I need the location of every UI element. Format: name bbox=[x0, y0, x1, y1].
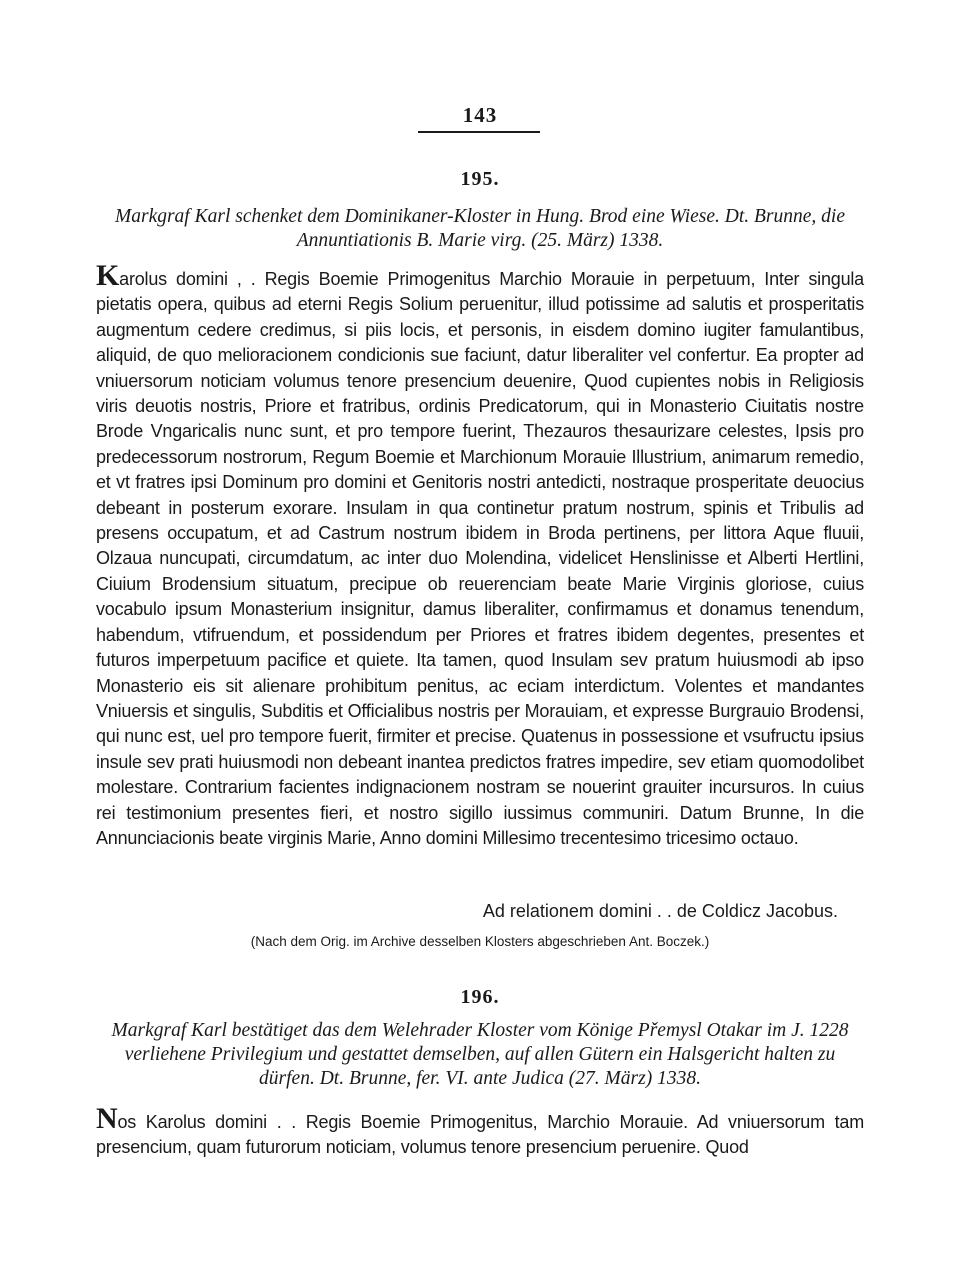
document-signature-195: Ad relationem domini . . de Coldicz Jacobus. bbox=[482, 901, 838, 921]
document-text-196 bbox=[96, 1102, 864, 1161]
page-number: 143 bbox=[462, 103, 498, 127]
document-number-195: 195. bbox=[460, 168, 500, 190]
document-text-195 bbox=[96, 259, 864, 851]
document-body-196: os Karolus domini . . Regis Boemie Primogenitus, Marchio Morauie. Ad vniuersorum tam presencium, quam futurorum noticiam, volumus tenore presencium peruenire. Quod bbox=[96, 1112, 864, 1158]
document-regest-196: Markgraf Karl bestätiget das dem Welehrader Kloster vom Könige Přemysl Otakar im J. 1228 verliehene Privilegium und gestattet demselben, auf allen Gütern ein Halsgericht halten zu dürfen. Dt. Brunne, fer. VI. ante Judica (27. März) 1338. bbox=[111, 1020, 849, 1089]
header-rule bbox=[418, 131, 540, 133]
document-number-196: 196. bbox=[460, 986, 500, 1008]
document-source-note-195: (Nach dem Orig. im Archive desselben Klosters abgeschrieben Ant. Boczek.) bbox=[250, 934, 710, 949]
initial-letter: K bbox=[96, 259, 120, 292]
document-regest-195: Markgraf Karl schenket dem Dominikaner-Kloster in Hung. Brod eine Wiese. Dt. Brunne, die Annuntiationis B. Marie virg. (25. März) 1338. bbox=[114, 206, 845, 251]
initial-letter: N bbox=[96, 1102, 118, 1135]
document-body-195: arolus domini , . Regis Boemie Primogenitus Marchio Morauie in perpetuum, Inter singula pietatis opera, quibus ad eterni Regis Solium peruenitur, illud potissime ad salutis et prosperitatis augmentum cedere credimus, si piis locis, et personis, in eisdem domino iugiter famulantibus, aliquid, de quo melioracionem condicionis sue faciunt, datur liberaliter vel confertur. Ea propter ad vniuersorum noticiam volumus tenore presencium deuenire, Quod cupientes nobis in Religiosis viris deuotis nostris, Priore et fratribus, ordinis Predicatorum, qui in Monasterio Ciuitatis nostre Brode Vngaricalis nunc sunt, et pro tempore fuerint, Thezauros thesaurizare celestes, Ipsis pro predecessorum nostrorum, Regum Boemie et Marchionum Morauie Illustrium, animarum remedio, et vt fratres ipsi Dominum pro domini et Genitoris nostri antedicti, nostraque prosperitate deuocius debeant in posterum exorare. Insulam in qua continetur pratum nostrum, spinis et Tribulis ad presens occupatum, et ad Castrum nostrum ibidem in Broda pertinens, per littora Aque fluuii, Olzaua nuncupati, circumdatum, ac inter duo Molendina, videlicet Henslinisse et Alberti Hertlini, Ciuium Brodensium situatum, precipue ob reuerenciam beate Marie Virginis gloriose, cuius vocabulo ipsum Monasterium insignitur, damus liberaliter, confirmamus et donamus tenendum, habendum, vtifruendum, et possidendum per Priores et fratres ibidem degentes, presentes et futuros imperpetuum pacifice et quiete. Ita tamen, quod Insulam sev pratum huiusmodi ab ipso Monasterio eis sit alienare prohibitum penitus, ac eciam interdictum. Volentes et mandantes Vniuersis et singulis, Subditis et Officialibus nostris per Morauiam, et expresse Burgrauio Brodensi, qui nunc est, uel pro tempore fuerit, firmiter et precise. Quatenus in possessione et vsufructu ipsius insule sev prati huiusmodi non debeant inantea predictos fratres impedire, sev etiam quomodolibet molestare. Contrarium facientes indignacionem nostram se nouerint grauiter incursuros. In cuius rei testimonium presentes fieri, et nostro sigillo iussimus communiri. Datum Brunne, In die Annunciacionis beate virginis Marie, Anno domini Millesimo trecentesimo tricesimo octauo. bbox=[96, 269, 864, 848]
